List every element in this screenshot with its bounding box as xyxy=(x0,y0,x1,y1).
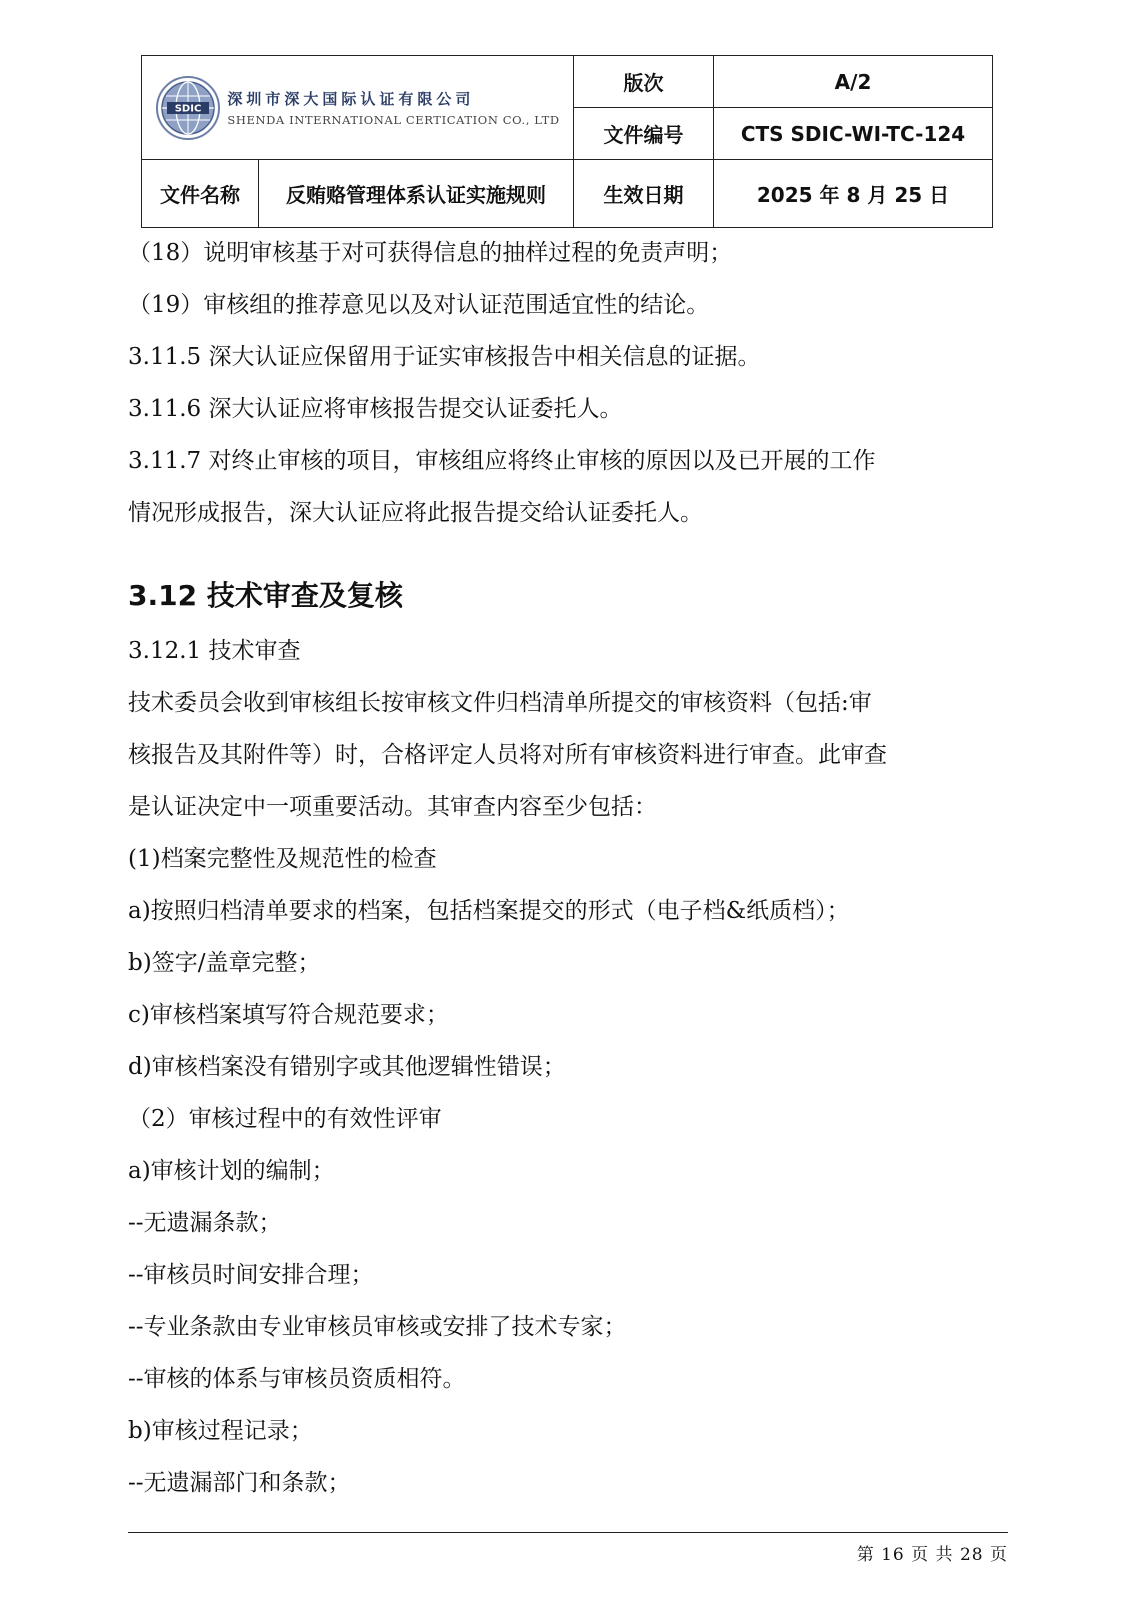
version-value: A/2 xyxy=(714,56,993,108)
text-line: a)审核计划的编制； xyxy=(128,1158,335,1184)
section-heading: 3.12 技术审查及复核 xyxy=(128,579,403,612)
text-line: --专业条款由专业审核员审核或安排了技术专家； xyxy=(128,1314,627,1340)
text-line: 3.11.6 深大认证应将审核报告提交认证委托人。 xyxy=(128,396,623,422)
document-body xyxy=(128,227,1008,1509)
text-line: --无遗漏条款； xyxy=(128,1210,282,1236)
version-label: 版次 xyxy=(574,56,714,108)
text-line: 是认证决定中一项重要活动。其审查内容至少包括： xyxy=(128,794,657,820)
text-line: b)审核过程记录； xyxy=(128,1418,313,1444)
text-line: d)审核档案没有错别字或其他逻辑性错误； xyxy=(128,1054,566,1080)
name-label: 文件名称 xyxy=(142,160,259,228)
text-line: 3.12.1 技术审查 xyxy=(128,638,301,664)
text-line: 核报告及其附件等）时，合格评定人员将对所有审核资料进行审查。此审查 xyxy=(128,742,887,768)
text-line: --审核的体系与审核员资质相符。 xyxy=(128,1366,466,1392)
date-value: 2025 年 8 月 25 日 xyxy=(714,160,993,228)
company-name-en: SHENDA INTERNATIONAL CERTICATION CO., LTD xyxy=(227,113,560,127)
text-line: 3.11.7 对终止审核的项目，审核组应将终止审核的原因以及已开展的工作 xyxy=(128,448,876,474)
company-name-cn: 深圳市深大国际认证有限公司 xyxy=(227,90,475,108)
text-line: 情况形成报告，深大认证应将此报告提交给认证委托人。 xyxy=(128,500,703,526)
text-line: b)签字/盖章完整； xyxy=(128,950,321,976)
docno-label: 文件编号 xyxy=(574,108,714,160)
page-number: 第 16 页 共 28 页 xyxy=(856,1545,1008,1565)
company-logo-cell xyxy=(142,56,574,160)
footer-divider xyxy=(128,1532,1008,1533)
docno-value: CTS SDIC-WI-TC-124 xyxy=(714,108,993,160)
text-line: --无遗漏部门和条款； xyxy=(128,1470,351,1496)
text-line: （19）审核组的推荐意见以及对认证范围适宜性的结论。 xyxy=(128,292,710,318)
text-line: --审核员时间安排合理； xyxy=(128,1262,374,1288)
text-line: c)审核档案填写符合规范要求； xyxy=(128,1002,449,1028)
text-line: (1)档案完整性及规范性的检查 xyxy=(128,846,437,872)
logo-text: SDIC xyxy=(175,103,202,114)
text-line: （2）审核过程中的有效性评审 xyxy=(128,1106,442,1132)
text-line: 3.11.5 深大认证应保留用于证实审核报告中相关信息的证据。 xyxy=(128,344,761,370)
date-label: 生效日期 xyxy=(574,160,714,228)
text-line: （18）说明审核基于对可获得信息的抽样过程的免责声明； xyxy=(128,240,733,266)
document-header-table xyxy=(141,55,993,228)
text-line: 技术委员会收到审核组长按审核文件归档清单所提交的审核资料（包括:审 xyxy=(128,690,872,716)
globe-logo-icon xyxy=(155,75,221,141)
text-line: a)按照归档清单要求的档案，包括档案提交的形式（电子档&纸质档）； xyxy=(128,898,850,924)
name-value: 反贿赂管理体系认证实施规则 xyxy=(259,160,574,228)
